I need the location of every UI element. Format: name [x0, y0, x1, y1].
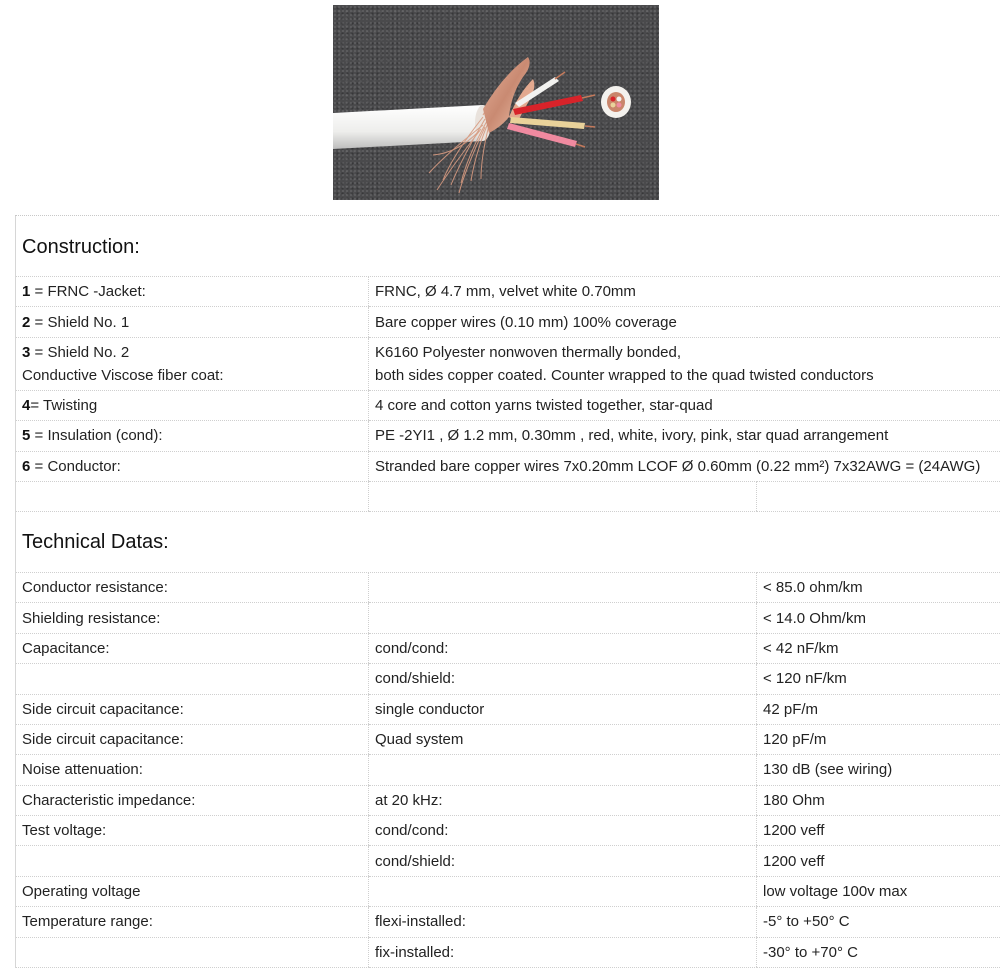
construction-value: Bare copper wires (0.10 mm) 100% coverage [369, 307, 1000, 337]
spec-table-container [15, 215, 1000, 968]
technical-value: low voltage 100v max [757, 876, 1000, 906]
technical-row [16, 633, 1000, 663]
technical-heading: Technical Datas: [16, 511, 1000, 572]
blank-cell [757, 481, 1000, 511]
construction-value-line-1: K6160 Polyester nonwoven thermally bonded, [375, 341, 1000, 364]
construction-label [16, 390, 369, 420]
technical-row [16, 937, 1000, 967]
technical-heading-row [16, 511, 1000, 572]
blank-cell [16, 481, 369, 511]
technical-value: 42 pF/m [757, 694, 1000, 724]
technical-label: Capacitance: [16, 633, 369, 663]
technical-condition [369, 876, 757, 906]
construction-heading: Construction: [16, 216, 1000, 277]
technical-condition: Quad system [369, 724, 757, 754]
construction-label [16, 277, 369, 307]
construction-value: 4 core and cotton yarns twisted together, star-quad [369, 390, 1000, 420]
technical-label: Operating voltage [16, 876, 369, 906]
blank-cell [369, 481, 757, 511]
construction-row [16, 337, 1000, 390]
technical-condition: single conductor [369, 694, 757, 724]
technical-condition: cond/shield: [369, 664, 757, 694]
technical-value: 1200 veff [757, 816, 1000, 846]
technical-value: 120 pF/m [757, 724, 1000, 754]
technical-value: < 42 nF/km [757, 633, 1000, 663]
construction-num: 5 [22, 427, 30, 444]
construction-row [16, 390, 1000, 420]
construction-label-text: = FRNC -Jacket: [30, 283, 145, 300]
construction-label [16, 421, 369, 451]
technical-row [16, 664, 1000, 694]
technical-row [16, 572, 1000, 602]
technical-condition: cond/cond: [369, 633, 757, 663]
technical-condition [369, 755, 757, 785]
technical-condition: cond/cond: [369, 816, 757, 846]
technical-row [16, 846, 1000, 876]
technical-value: -5° to +50° C [757, 907, 1000, 937]
construction-row [16, 421, 1000, 451]
construction-heading-row [16, 216, 1000, 277]
construction-label-text: = Insulation (cond): [30, 427, 162, 444]
construction-num: 1 [22, 283, 30, 300]
technical-value: -30° to +70° C [757, 937, 1000, 967]
technical-value: 130 dB (see wiring) [757, 755, 1000, 785]
technical-value: < 120 nF/km [757, 664, 1000, 694]
technical-row [16, 603, 1000, 633]
construction-row [16, 307, 1000, 337]
construction-num: 4 [22, 397, 30, 414]
construction-value: Stranded bare copper wires 7x0.20mm LCOF Ø 0.60mm (0.22 mm²) 7x32AWG = (24AWG) [369, 451, 1000, 481]
technical-label: Characteristic impedance: [16, 785, 369, 815]
technical-value: < 14.0 Ohm/km [757, 603, 1000, 633]
technical-condition [369, 572, 757, 602]
technical-row [16, 816, 1000, 846]
construction-label [16, 307, 369, 337]
technical-row [16, 694, 1000, 724]
construction-label-text: = Conductor: [30, 458, 120, 475]
technical-label: Noise attenuation: [16, 755, 369, 785]
technical-label [16, 846, 369, 876]
technical-row [16, 876, 1000, 906]
construction-value [369, 337, 1000, 390]
construction-label [16, 451, 369, 481]
technical-label: Conductor resistance: [16, 572, 369, 602]
technical-label: Side circuit capacitance: [16, 724, 369, 754]
construction-label-text-2: Conductive Viscose fiber coat: [22, 364, 362, 387]
technical-row [16, 907, 1000, 937]
technical-condition: at 20 kHz: [369, 785, 757, 815]
technical-row [16, 785, 1000, 815]
construction-label-text: = Twisting [30, 397, 97, 414]
construction-row [16, 451, 1000, 481]
technical-label: Side circuit capacitance: [16, 694, 369, 724]
technical-label [16, 664, 369, 694]
technical-row [16, 755, 1000, 785]
technical-condition: flexi-installed: [369, 907, 757, 937]
technical-row [16, 724, 1000, 754]
spec-table [15, 216, 1000, 968]
construction-label-text: = Shield No. 2 [30, 344, 129, 361]
technical-label [16, 937, 369, 967]
technical-label: Shielding resistance: [16, 603, 369, 633]
construction-num: 2 [22, 314, 30, 331]
construction-value: FRNC, Ø 4.7 mm, velvet white 0.70mm [369, 277, 1000, 307]
construction-label-text: = Shield No. 1 [30, 314, 129, 331]
technical-value: 1200 veff [757, 846, 1000, 876]
blank-row [16, 481, 1000, 511]
technical-condition: cond/shield: [369, 846, 757, 876]
construction-num: 3 [22, 344, 30, 361]
construction-num: 6 [22, 458, 30, 475]
technical-value: 180 Ohm [757, 785, 1000, 815]
cable-photo [333, 5, 659, 200]
technical-value: < 85.0 ohm/km [757, 572, 1000, 602]
construction-label [16, 337, 369, 390]
construction-row [16, 277, 1000, 307]
technical-condition [369, 603, 757, 633]
technical-condition: fix-installed: [369, 937, 757, 967]
technical-label: Temperature range: [16, 907, 369, 937]
construction-value: PE -2YI1 , Ø 1.2 mm, 0.30mm , red, white, ivory, pink, star quad arrangement [369, 421, 1000, 451]
technical-rows [16, 572, 1000, 967]
cable-photo-icon [333, 5, 659, 200]
technical-label: Test voltage: [16, 816, 369, 846]
construction-value-line-2: both sides copper coated. Counter wrapped to the quad twisted conductors [375, 364, 1000, 387]
